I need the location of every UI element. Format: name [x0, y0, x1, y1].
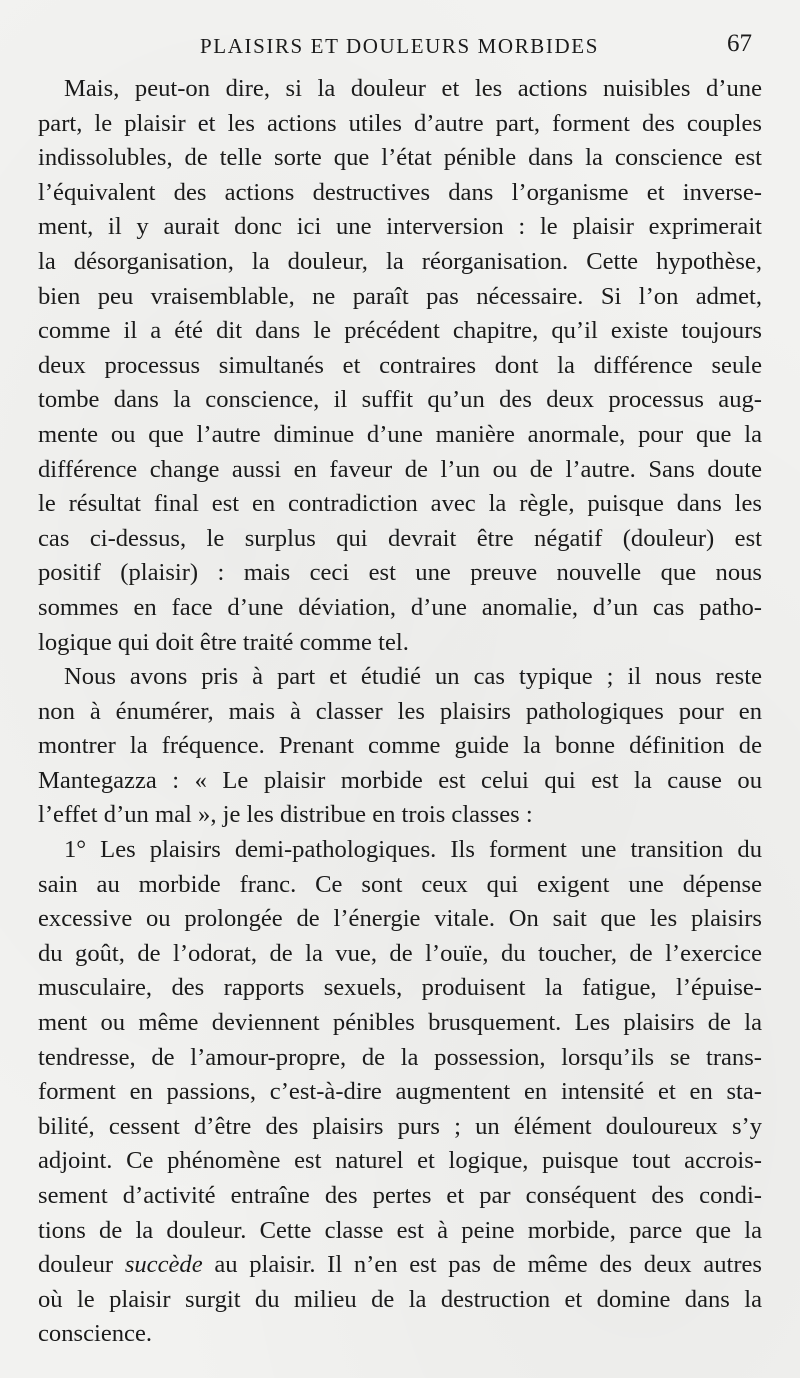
text-segment: douleur — [38, 1251, 125, 1279]
text-line: sement d’activité entraîne des pertes et par conséquent des condi- — [38, 1182, 762, 1209]
body-text — [38, 72, 762, 1352]
text-line: du goût, de l’odorat, de la vue, de l’ouïe, du toucher, de l’exercice — [38, 939, 762, 967]
text-line: excessive ou prolongée de l’énergie vitale. On sait que les plaisirs — [38, 905, 762, 933]
text-line: bien peu vraisemblable, ne paraît pas nécessaire. Si l’on admet, — [38, 282, 762, 310]
text-line: la désorganisation, la douleur, la réorganisation. Cette hypothèse, — [38, 247, 762, 275]
text-segment: au plaisir. Il n’en est pas de même des deux autres — [202, 1251, 762, 1279]
text-line: non à énumérer, mais à classer les plaisirs pathologiques pour en — [38, 697, 762, 725]
text-line: deux processus simultanés et contraires dont la différence seule — [38, 351, 762, 379]
text-line: tions de la douleur. Cette classe est à peine morbide, parce que la — [38, 1216, 762, 1244]
running-title: PLAISIRS ET DOULEURS MORBIDES — [200, 34, 599, 58]
text-line: positif (plaisir) : mais ceci est une preuve nouvelle que nous — [38, 559, 762, 587]
text-line: indissolubles, de telle sorte que l’état pénible dans la conscience est — [38, 144, 762, 172]
text-line: Mais, peut-on dire, si la douleur et les actions nuisibles d’une — [64, 75, 762, 102]
text-line: Nous avons pris à part et étudié un cas typique ; il nous reste — [64, 663, 762, 691]
running-head — [40, 28, 760, 64]
text-line: où le plaisir surgit du milieu de la destruction et domine dans la — [38, 1285, 762, 1313]
text-line: comme il a été dit dans le précédent chapitre, qu’il existe toujours — [38, 317, 762, 345]
page-number: 67 — [727, 30, 752, 57]
text-line: l’équivalent des actions destructives dans l’organisme et inverse- — [38, 178, 762, 206]
text-line: ment, il y aurait donc ici une interversion : le plaisir exprimerait — [38, 213, 762, 241]
text-line: part, le plaisir et les actions utiles d’autre part, forment des couples — [38, 109, 762, 137]
text-line: mente ou que l’autre diminue d’une manière anormale, pour que la — [38, 420, 762, 448]
text-line: le résultat final est en contradiction avec la règle, puisque dans les — [38, 490, 762, 518]
text-line-with-italic — [38, 1248, 762, 1283]
text-line: Mantegazza : « Le plaisir morbide est celui qui est la cause ou — [38, 766, 762, 794]
text-line: adjoint. Ce phénomène est naturel et logique, puisque tout accrois- — [38, 1147, 762, 1175]
text-line: 1° Les plaisirs demi-pathologiques. Ils forment une transition du — [64, 836, 762, 864]
text-line: tendresse, de l’amour-propre, de la possession, lorsqu’ils se trans- — [38, 1043, 762, 1071]
text-line: logique qui doit être traité comme tel. — [38, 628, 409, 656]
text-line: bilité, cessent d’être des plaisirs purs ; un élément douloureux s’y — [38, 1112, 762, 1140]
text-line: conscience. — [38, 1320, 153, 1348]
text-line: musculaire, des rapports sexuels, produisent la fatigue, l’épuise- — [38, 974, 762, 1002]
italic-word: succède — [124, 1251, 203, 1279]
text-line: l’effet d’un mal », je les distribue en trois classes : — [38, 801, 533, 829]
text-line: ment ou même deviennent pénibles brusquement. Les plaisirs de la — [38, 1009, 762, 1037]
text-line: forment en passions, c’est-à-dire augmentent en intensité et en sta- — [38, 1078, 762, 1106]
text-line: sommes en face d’une déviation, d’une anomalie, d’un cas patho- — [38, 593, 762, 621]
text-line: sain au morbide franc. Ce sont ceux qui exigent une dépense — [38, 870, 762, 898]
text-line: montrer la fréquence. Prenant comme guide la bonne définition de — [38, 732, 762, 760]
text-line: cas ci-dessus, le surplus qui devrait être négatif (douleur) est — [38, 524, 762, 552]
text-line: différence change aussi en faveur de l’un ou de l’autre. Sans doute — [38, 455, 762, 483]
text-line: tombe dans la conscience, il suffit qu’un des deux processus aug- — [38, 386, 762, 414]
